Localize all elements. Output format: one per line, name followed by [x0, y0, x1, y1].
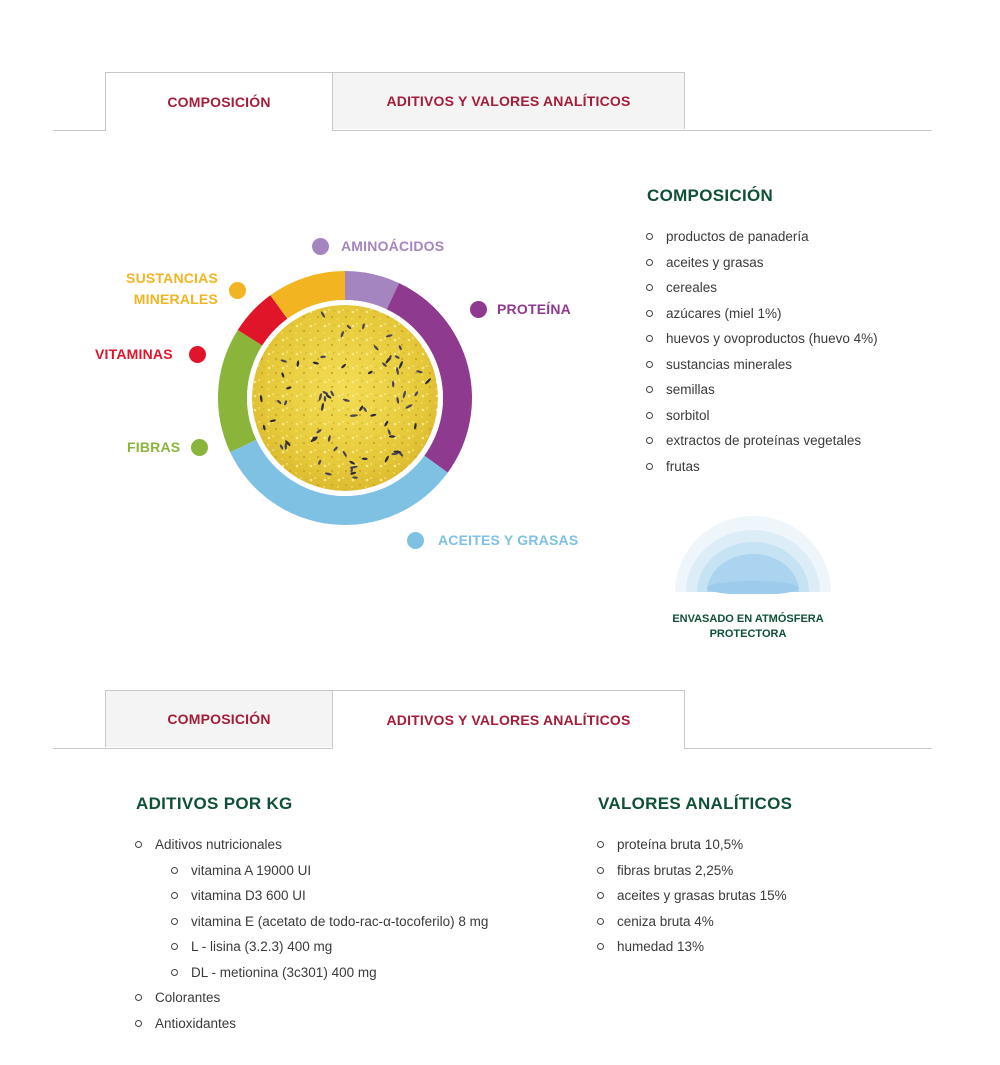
list-item: aceites y grasas [646, 250, 878, 276]
label-vitaminas: VITAMINAS [95, 346, 173, 362]
list-item: semillas [646, 377, 878, 403]
food-image [252, 305, 438, 491]
list-item: humedad 13% [597, 934, 787, 960]
list-item: vitamina A 19000 UI [135, 858, 488, 884]
list-item: sorbitol [646, 403, 878, 429]
legend-dot-aceites [407, 532, 424, 549]
list-item: Antioxidantes [135, 1011, 488, 1037]
label-minerales: SUSTANCIAS MINERALES [126, 270, 218, 307]
list-item: proteína bruta 10,5% [597, 832, 787, 858]
aditivos-heading: ADITIVOS POR KG [136, 794, 293, 813]
list-item: vitamina E (acetato de todo-rac-α-tocoferilo) 8 mg [135, 909, 488, 935]
aditivos-list [135, 832, 488, 1036]
protective-atmosphere-dome-icon [673, 514, 833, 594]
valores-heading: VALORES ANALÍTICOS [598, 794, 793, 813]
list-item: fibras brutas 2,25% [597, 858, 787, 884]
list-item: extractos de proteínas vegetales [646, 428, 878, 454]
list-item: L - lisina (3.2.3) 400 mg [135, 934, 488, 960]
list-item: Colorantes [135, 985, 488, 1011]
dome-caption-line1: ENVASADO EN ATMÓSFERA [672, 613, 824, 625]
list-item: aceites y grasas brutas 15% [597, 883, 787, 909]
legend-dot-fibras [191, 439, 208, 456]
list-item: DL - metionina (3c301) 400 mg [135, 960, 488, 986]
list-item: azúcares (miel 1%) [646, 301, 878, 327]
list-item: Aditivos nutricionales [135, 832, 488, 858]
label-aminoacidos: AMINOÁCIDOS [341, 238, 445, 254]
label-aceites: ACEITES Y GRASAS [438, 532, 579, 548]
tab-aditivos[interactable]: ADITIVOS Y VALORES ANALÍTICOS [332, 72, 685, 129]
legend-dot-proteina [470, 301, 487, 318]
dome-caption [648, 612, 848, 642]
composicion-list [646, 224, 878, 479]
tab-aditivos-bottom[interactable]: ADITIVOS Y VALORES ANALÍTICOS [332, 690, 685, 749]
dome-caption-line2: PROTECTORA [709, 628, 787, 640]
legend-dot-minerales [229, 282, 246, 299]
list-item: productos de panadería [646, 224, 878, 250]
tab-composicion-bottom[interactable]: COMPOSICIÓN [105, 690, 333, 747]
composicion-heading: COMPOSICIÓN [647, 186, 774, 205]
list-item: cereales [646, 275, 878, 301]
label-fibras: FIBRAS [127, 439, 181, 455]
legend-dot-aminoacidos [312, 238, 329, 255]
valores-list [597, 832, 787, 960]
list-item: ceniza bruta 4% [597, 909, 787, 935]
tab-bar-bottom [53, 690, 932, 749]
label-proteina: PROTEÍNA [497, 301, 571, 317]
list-item: huevos y ovoproductos (huevo 4%) [646, 326, 878, 352]
tab-composicion[interactable]: COMPOSICIÓN [105, 72, 333, 131]
list-item: frutas [646, 454, 878, 480]
legend-dot-vitaminas [189, 346, 206, 363]
list-item: vitamina D3 600 UI [135, 883, 488, 909]
list-item: sustancias minerales [646, 352, 878, 378]
